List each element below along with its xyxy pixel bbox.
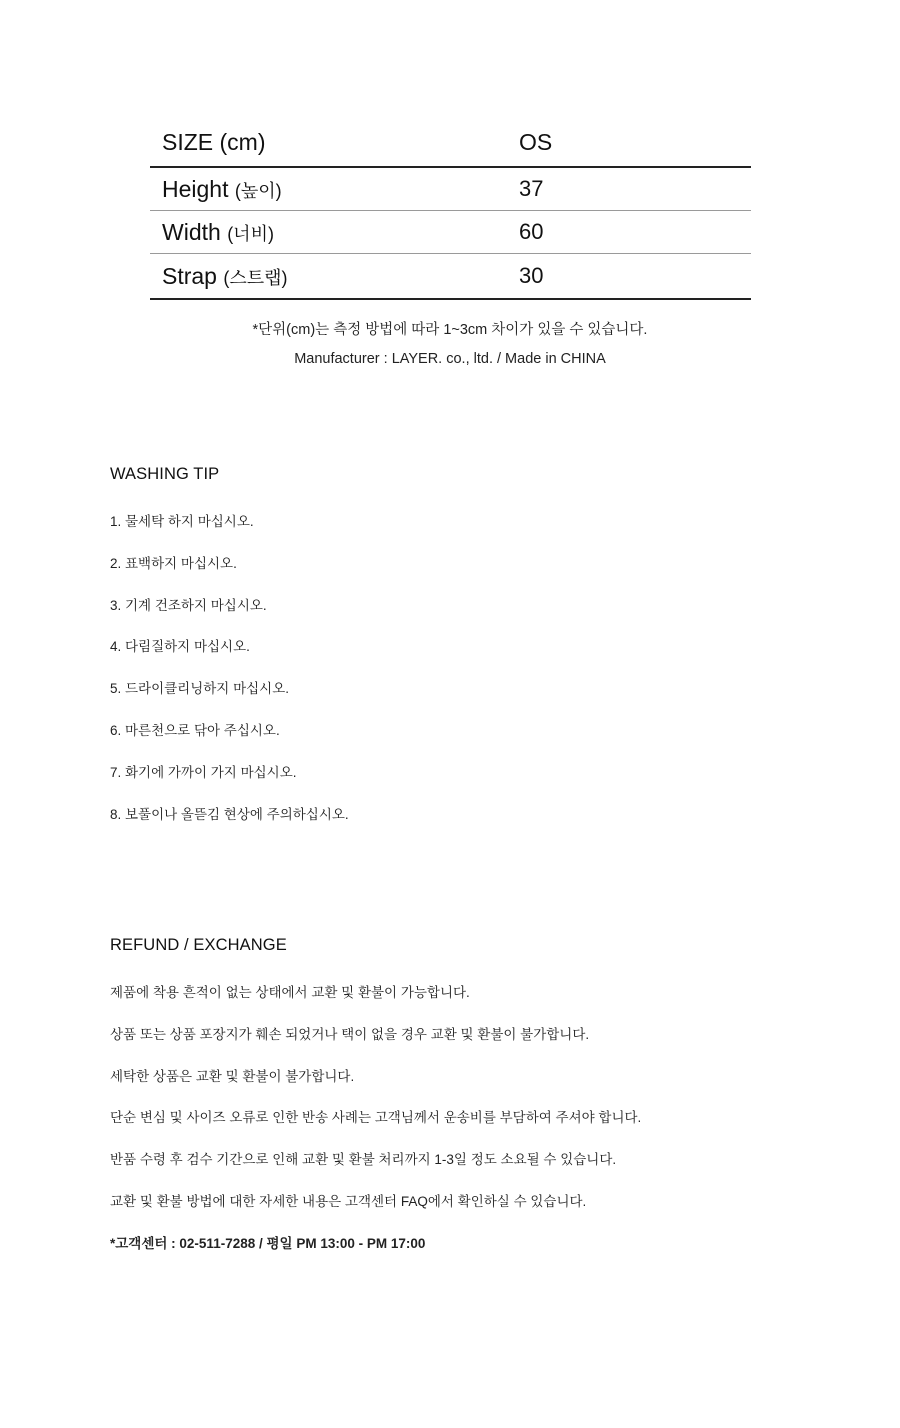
list-item: 6. 마른천으로 닦아 주십시오. [110,722,280,738]
size-header-label: SIZE (cm) [162,129,266,155]
list-item: 반품 수령 후 검수 기간으로 인해 교환 및 환불 처리까지 1-3일 정도 소요될 수 있습니다. [110,1152,617,1168]
list-item: 3. 기계 건조하지 마십시오. [110,597,267,613]
height-value: 37 [519,176,544,201]
strap-value: 30 [519,263,544,288]
list-item: 단순 변심 및 사이즈 오류로 인한 반송 사례는 고객님께서 운송비를 부담하여 주셔야 합니다. [110,1110,642,1126]
list-item: 상품 또는 상품 포장지가 훼손 되었거나 택이 없을 경우 교환 및 환불이 불가합니다. [110,1026,590,1042]
width-label: Width (너비) [162,218,274,245]
washing-tip-list [110,513,349,847]
size-table-header [150,120,751,168]
size-row-height [150,168,751,211]
size-row-width [150,211,751,254]
list-item: 세탁한 상품은 교환 및 환불이 불가합니다. [110,1068,355,1084]
size-header-value: OS [519,129,553,155]
refund-exchange-list [110,984,641,1277]
size-row-strap [150,254,751,300]
strap-label: Strap (스트랩) [162,262,288,289]
unit-note: *단위(cm)는 측정 방법에 따라 1~3cm 차이가 있을 수 있습니다. [252,322,648,338]
size-table [150,120,751,300]
list-item: 4. 다림질하지 마십시오. [110,639,250,655]
strap-label-ko: (스트랩) [223,267,288,288]
list-item: 7. 화기에 가까이 가지 마십시오. [110,764,297,780]
refund-exchange-title: REFUND / EXCHANGE [110,936,287,954]
list-item: 교환 및 환불 방법에 대한 자세한 내용은 고객센터 FAQ에서 확인하실 수 있습니다. [110,1193,587,1209]
washing-tip-title: WASHING TIP [110,465,220,483]
height-label-ko: (높이) [234,180,282,201]
manufacturer-note: Manufacturer : LAYER. co., ltd. / Made in CHINA [294,351,606,367]
customer-center-contact: *고객센터 : 02-511-7288 / 평일 PM 13:00 - PM 17:00 [110,1235,426,1251]
size-notes [0,316,900,374]
width-label-ko: (너비) [227,223,274,244]
list-item: 5. 드라이클리닝하지 마십시오. [110,681,290,697]
list-item: 제품에 착용 흔적이 없는 상태에서 교환 및 환불이 가능합니다. [110,985,470,1000]
list-item: 2. 표백하지 마십시오. [110,555,237,571]
height-label: Height (높이) [162,175,282,202]
width-value: 60 [519,219,544,244]
list-item: 1. 물세탁 하지 마십시오. [110,514,254,529]
list-item: 8. 보풀이나 올뜯김 현상에 주의하십시오. [110,806,349,822]
